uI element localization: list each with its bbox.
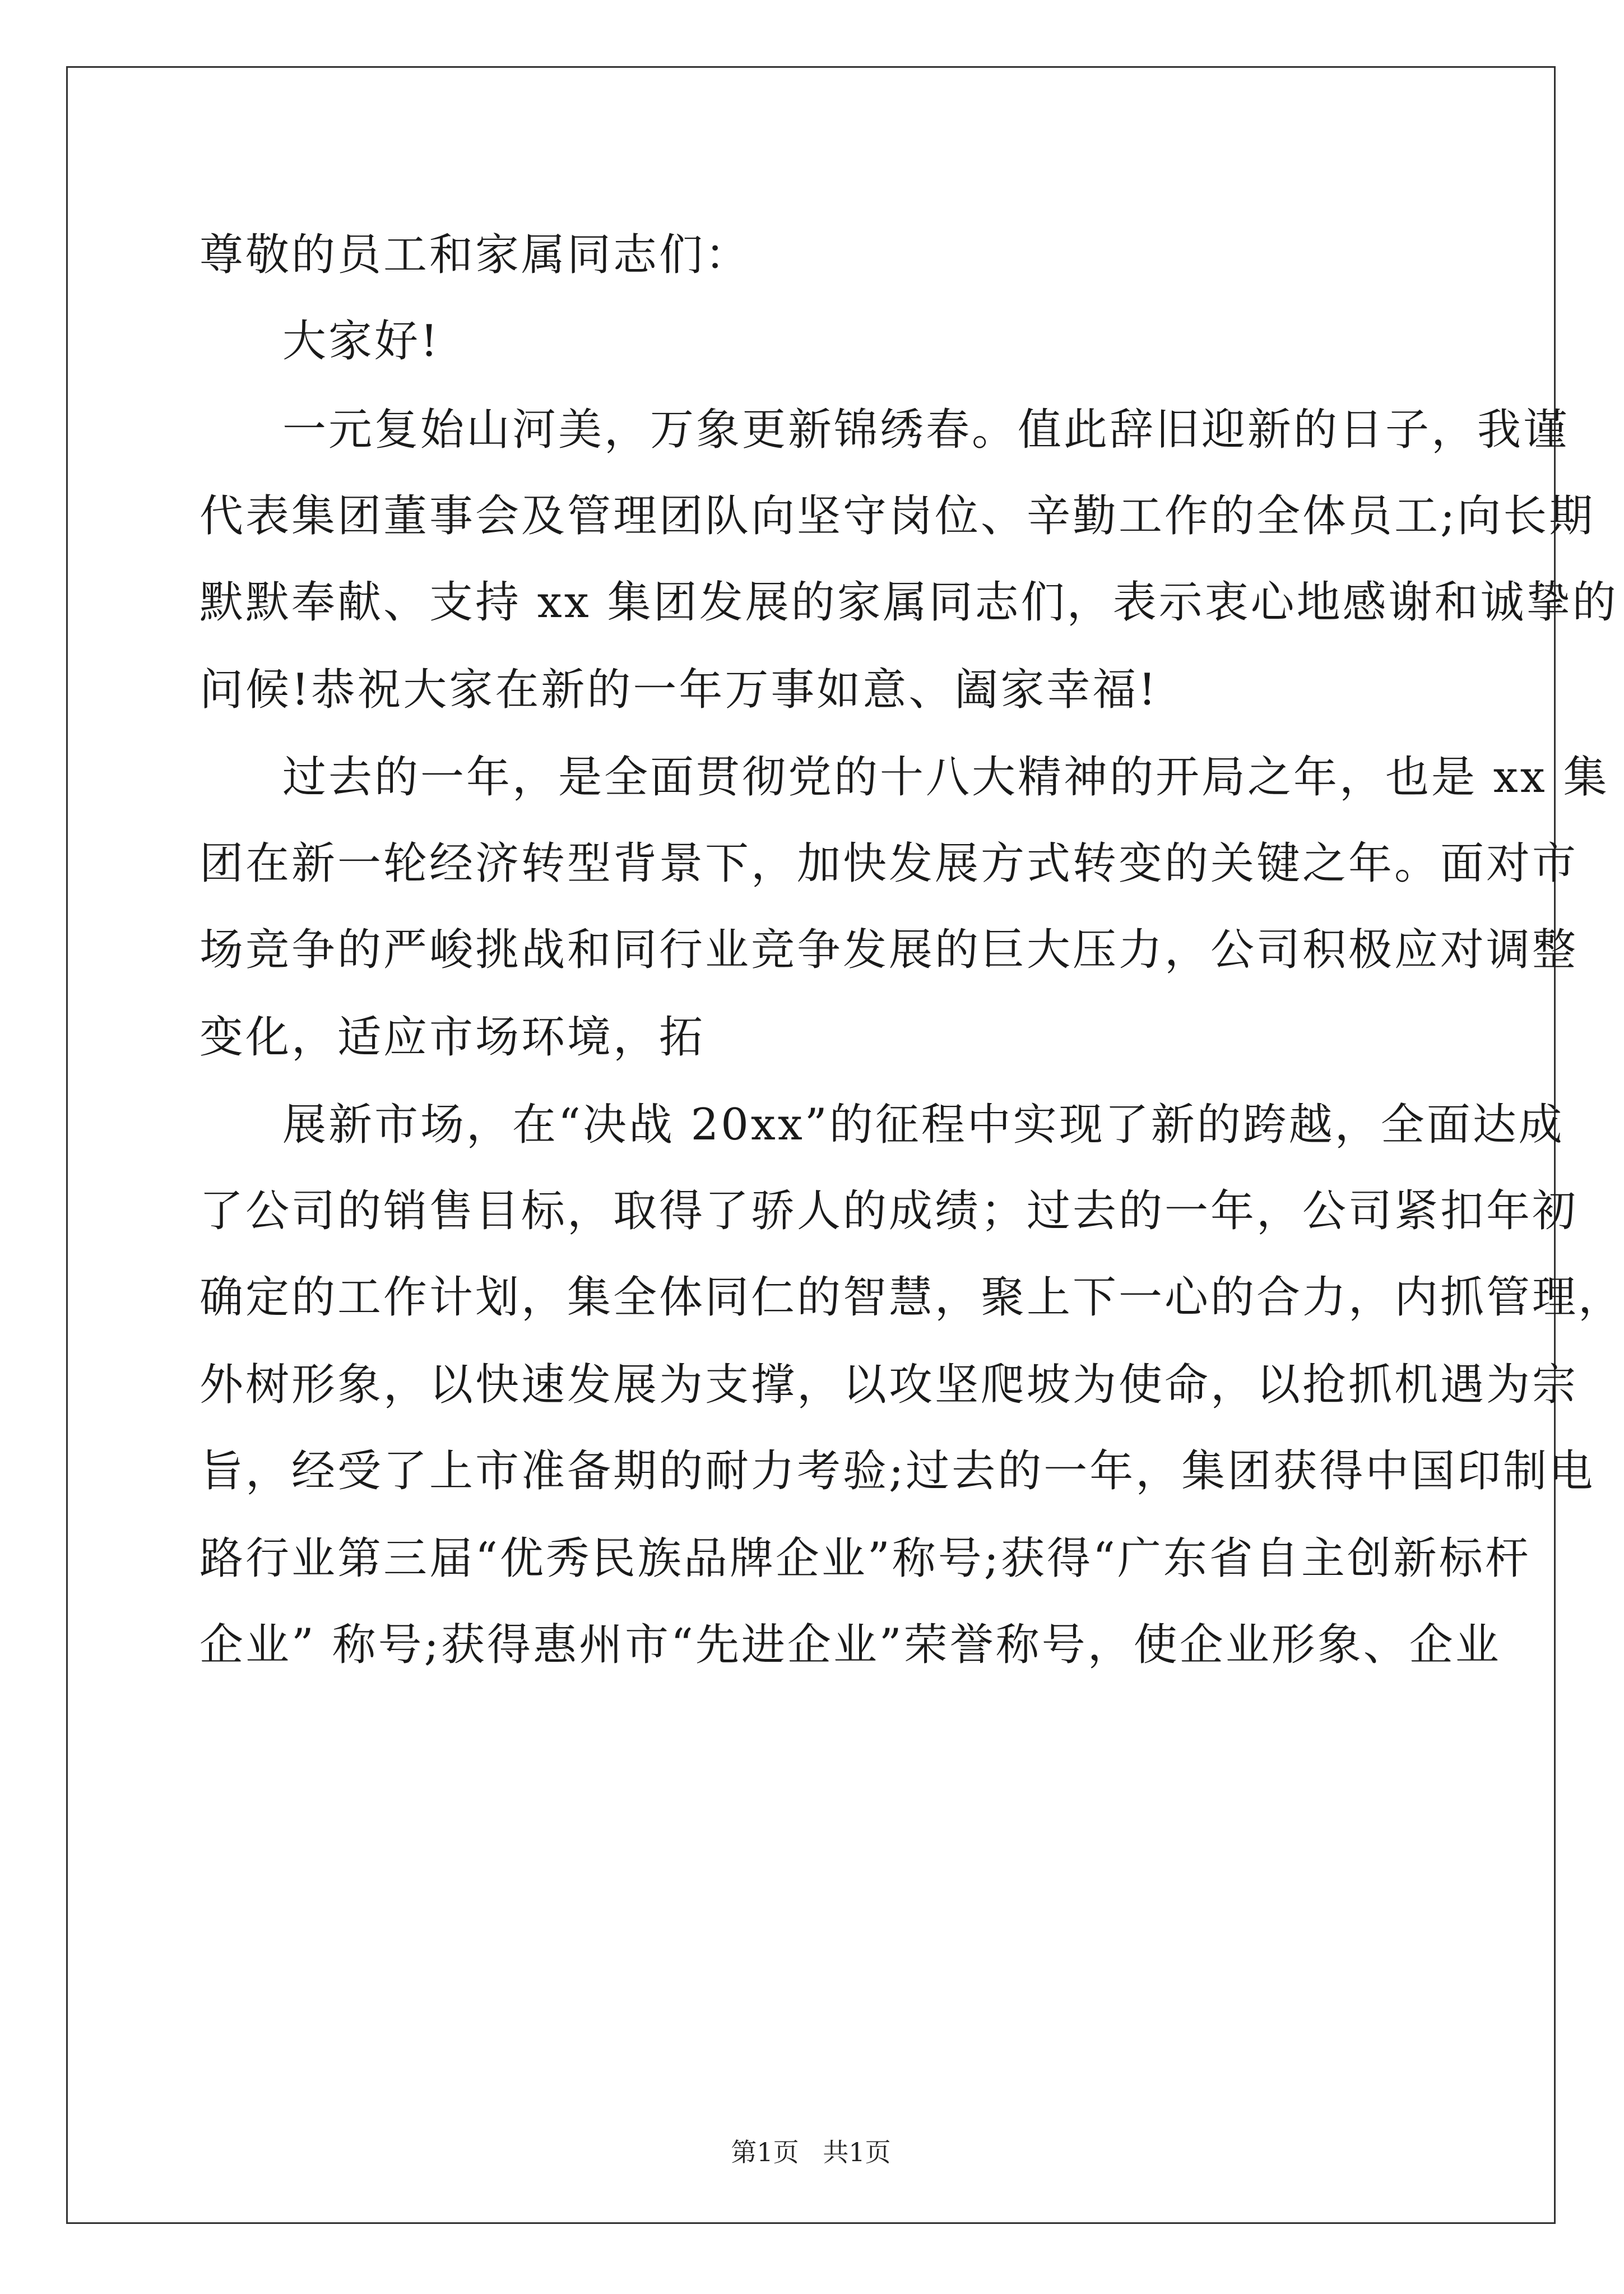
paragraph-line: 旨，经受了上市准备期的耐力考验;过去的一年，集团获得中国印制电 <box>199 1446 1595 1496</box>
paragraph-line: 变化，适应市场环境，拓 <box>199 1012 706 1063</box>
paragraph-line: 场竞争的严峻挑战和同行业竞争发展的巨大压力，公司积极应对调整 <box>199 925 1579 975</box>
paragraph-line: 一元复始山河美，万象更新锦绣春。值此辞旧迎新的日子，我谨 <box>282 405 1570 455</box>
paragraph-line: 了公司的销售目标，取得了骄人的成绩；过去的一年，公司紧扣年初 <box>199 1186 1579 1236</box>
paragraph-line: 企业” 称号;获得惠州市“先进企业”荣誉称号，使企业形象、企业 <box>199 1620 1501 1670</box>
paragraph-line: 路行业第三届“优秀民族品牌企业”称号;获得“广东省自主创新标杆 <box>199 1533 1531 1584</box>
salutation: 尊敬的员工和家属同志们： <box>199 230 751 280</box>
paragraph-line: 问候!恭祝大家在新的一年万事如意、阖家幸福! <box>199 665 1158 715</box>
page-total: 共1页 <box>823 2137 891 2167</box>
page-number: 第1页 <box>731 2137 799 2167</box>
paragraph-line: 代表集团董事会及管理团队向坚守岗位、辛勤工作的全体员工;向长期 <box>199 491 1595 541</box>
paragraph-line: 默默奉献、支持 xx 集团发展的家属同志们，表示衷心地感谢和诚挚的 <box>199 577 1618 628</box>
paragraph-line: 过去的一年，是全面贯彻党的十八大精神的开局之年，也是 xx 集 <box>282 752 1609 803</box>
paragraph-line: 外树形象，以快速发展为支撑，以攻坚爬坡为使命，以抢抓机遇为宗 <box>199 1360 1579 1410</box>
paragraph-line: 确定的工作计划，集全体同仁的智慧，聚上下一心的合力，内抓管理， <box>199 1272 1624 1323</box>
paragraph-line: 团在新一轮经济转型背景下，加快发展方式转变的关键之年。面对市 <box>199 838 1579 889</box>
page-footer <box>0 2135 1622 2169</box>
paragraph-line: 展新市场，在“决战 20xx”的征程中实现了新的跨越，全面达成 <box>282 1100 1565 1150</box>
greeting: 大家好! <box>282 316 440 367</box>
